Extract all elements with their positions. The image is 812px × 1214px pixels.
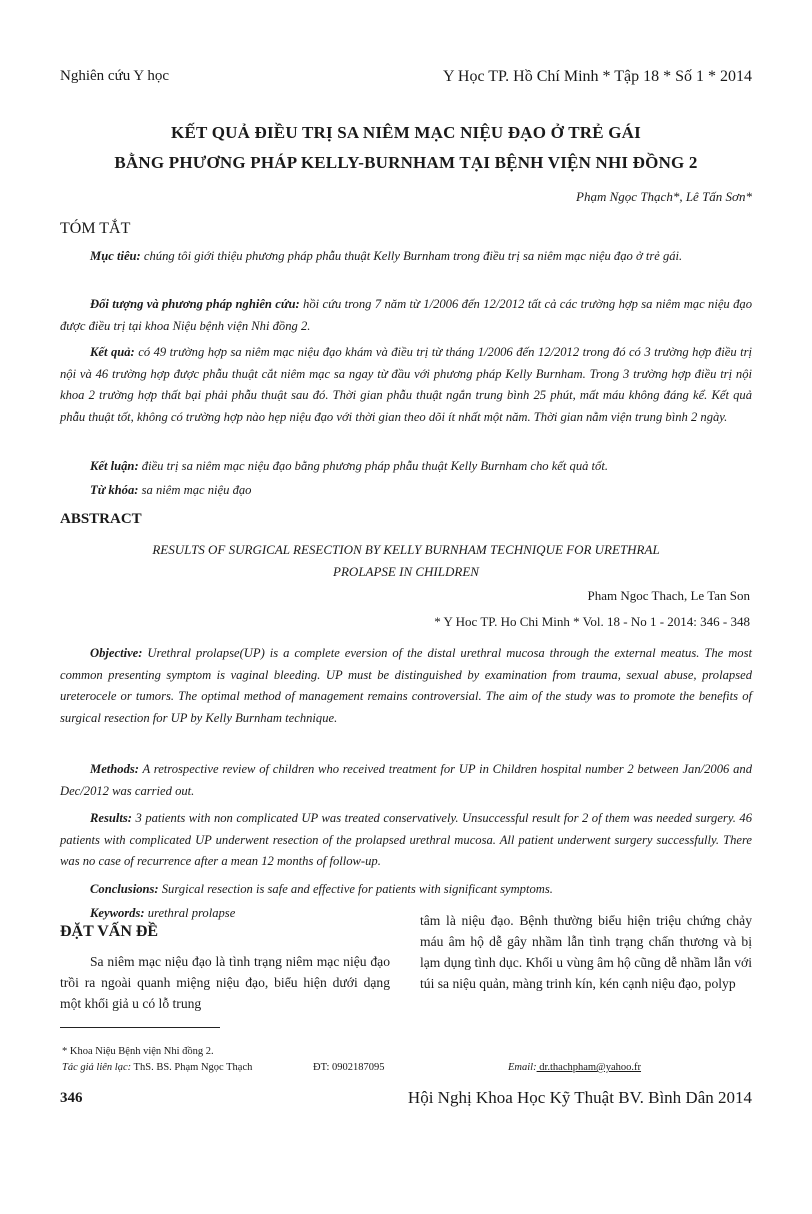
footnote-email [508,1062,641,1073]
text: chúng tôi giới thiệu phương pháp phẫu thuật Kelly Burnham trong điều trị sa niêm mạc niệu đạo ở trẻ gái. [140,249,683,263]
label: Keywords: [90,906,145,920]
label: Results: [90,811,132,825]
label: Conclusions: [90,882,159,896]
page-number: 346 [60,1090,83,1106]
footnote-contact [62,1062,252,1073]
title-line2: BẰNG PHƯƠNG PHÁP KELLY-BURNHAM TẠI BỆNH VIỆN NHI ĐỒNG 2 [114,153,698,172]
summary-keywords [60,480,752,502]
text: hồi cứu trong 7 năm từ 1/2006 đến 12/2012 tất cả các trường hợp sa niêm mạc niệu đạo được điều trị tại khoa Niệu bệnh viện Nhi đồng 2. [60,297,752,333]
label: Mục tiêu: [90,249,141,263]
text: 3 patients with non complicated UP was treated conservatively. Unsuccessful result for 2 of them was needed surgery. 46 patients with complicated UP underwent resection of the prolapsed urethral mucosa. All patient underwent surgery successfully. There was no case of recurrence after a mean 12 months of follow-up. [60,811,752,869]
abstract-conclusions [60,879,752,901]
text: sa niêm mạc niệu đạo [138,483,252,497]
journal-citation-header: Y Học TP. Hồ Chí Minh * Tập 18 * Số 1 * 2014 [442,68,752,85]
text: có 49 trường hợp sa niêm mạc niệu đạo khám và điều trị từ tháng 1/2006 đến 12/2012 trong đó có 3 trường hợp điều trị nội và 46 trường hợp được phẫu thuật cắt niêm mạc sa ngay từ đầu với phương pháp Kelly Burnham. Trong 3 trường hợp điều trị nội khoa 2 trường hợp thất bại phải phẫu thuật sau đó. Thời gian phẫu thuật ngắn trung bình 25 phút, mất máu không đáng kể. Kết quả phẫu thuật tốt, không có trường hợp nào hẹp niệu đạo với thời gian theo dõi ít nhất một năm. Thời gian nằm viện trung bình 2 ngày. [60,345,752,424]
label: Methods: [90,762,139,776]
text: ThS. BS. Phạm Ngọc Thạch [131,1062,253,1073]
text: A retrospective review of children who received treatment for UP in Children hospital number 2 between Jan/2006 and Dec/2012 was carried out. [60,762,752,798]
authors: Phạm Ngọc Thạch*, Lê Tấn Sơn* [576,189,752,204]
label: Tác giả liên lạc: [62,1062,132,1073]
intro-heading: ĐẶT VẤN ĐỀ [60,923,159,940]
label: Kết luận: [90,459,139,473]
intro-column-1: Sa niêm mạc niệu đạo là tình trạng niêm mạc niệu đạo trồi ra ngoài quanh miệng niệu đạo, biểu hiện dưới dạng một khối giả u có lỗ trung [60,954,390,1011]
abstract-objective [60,643,752,729]
abstract-results [60,808,752,873]
abstract-authors: Pham Ngoc Thach, Le Tan Son [587,588,750,603]
text: Surgical resection is safe and effective for patients with significant symptoms. [158,882,553,896]
label: Kết quả: [90,345,135,359]
footnote-phone: ĐT: 0902187095 [313,1062,385,1073]
conference-footer: Hội Nghị Khoa Học Kỹ Thuật BV. Bình Dân 2014 [407,1088,752,1107]
abstract-heading: ABSTRACT [60,511,142,527]
summary-conclusion [60,456,752,478]
abstract-title [60,539,752,583]
email-link[interactable]: dr.thachpham@yahoo.fr [536,1062,642,1073]
summary-results [60,342,752,428]
summary-methods [60,294,752,337]
footnote-affiliation: * Khoa Niệu Bệnh viện Nhi đồng 2. [62,1046,214,1057]
paper-title [60,118,752,178]
summary-objective [60,246,752,268]
abstract-methods [60,759,752,802]
label: Từ khóa: [90,483,139,497]
label: Email: [508,1062,537,1073]
text: Urethral prolapse(UP) is a complete eversion of the distal urethral mucosa through the external meatus. The most common presenting symptom is vaginal bleeding. UP must be distinguished by examination from trauma, sexual abuse, prolapsed ureterocele or tumors. The optimal method of management remains controversial. The aim of the study was to promote the benefits of surgical resection for UP by Kelly Burnham technique. [60,646,752,725]
title-line1: KẾT QUẢ ĐIỀU TRỊ SA NIÊM MẠC NIỆU ĐẠO Ở TRẺ GÁI [171,123,641,142]
intro-column-2: tâm là niệu đạo. Bệnh thường biểu hiện triệu chứng chảy máu âm hộ dễ gây nhầm lẫn tình trạng chấn thương và bị lạm dụng tình dục. Khối u vùng âm hộ cũng dễ nhầm lẫn với túi sa niệu quản, màng trinh kín, kén cạnh niệu đạo, polyp [420,913,752,991]
label: Objective: [90,646,143,660]
summary-heading: TÓM TẮT [60,220,131,237]
text: urethral prolapse [144,906,236,920]
abstract-citation: * Y Hoc TP. Ho Chi Minh * Vol. 18 - No 1 - 2014: 346 - 348 [434,614,750,629]
abstract-title-line1: RESULTS OF SURGICAL RESECTION BY KELLY BURNHAM TECHNIQUE FOR URETHRAL [152,542,660,557]
label: Đối tượng và phương pháp nghiên cứu: [90,297,300,311]
text: điều trị sa niêm mạc niệu đạo bằng phương pháp phẫu thuật Kelly Burnham cho kết quả tốt. [138,459,609,473]
footnote-divider [60,1027,220,1028]
journal-section: Nghiên cứu Y học [60,68,170,84]
abstract-title-line2: PROLAPSE IN CHILDREN [333,564,479,579]
